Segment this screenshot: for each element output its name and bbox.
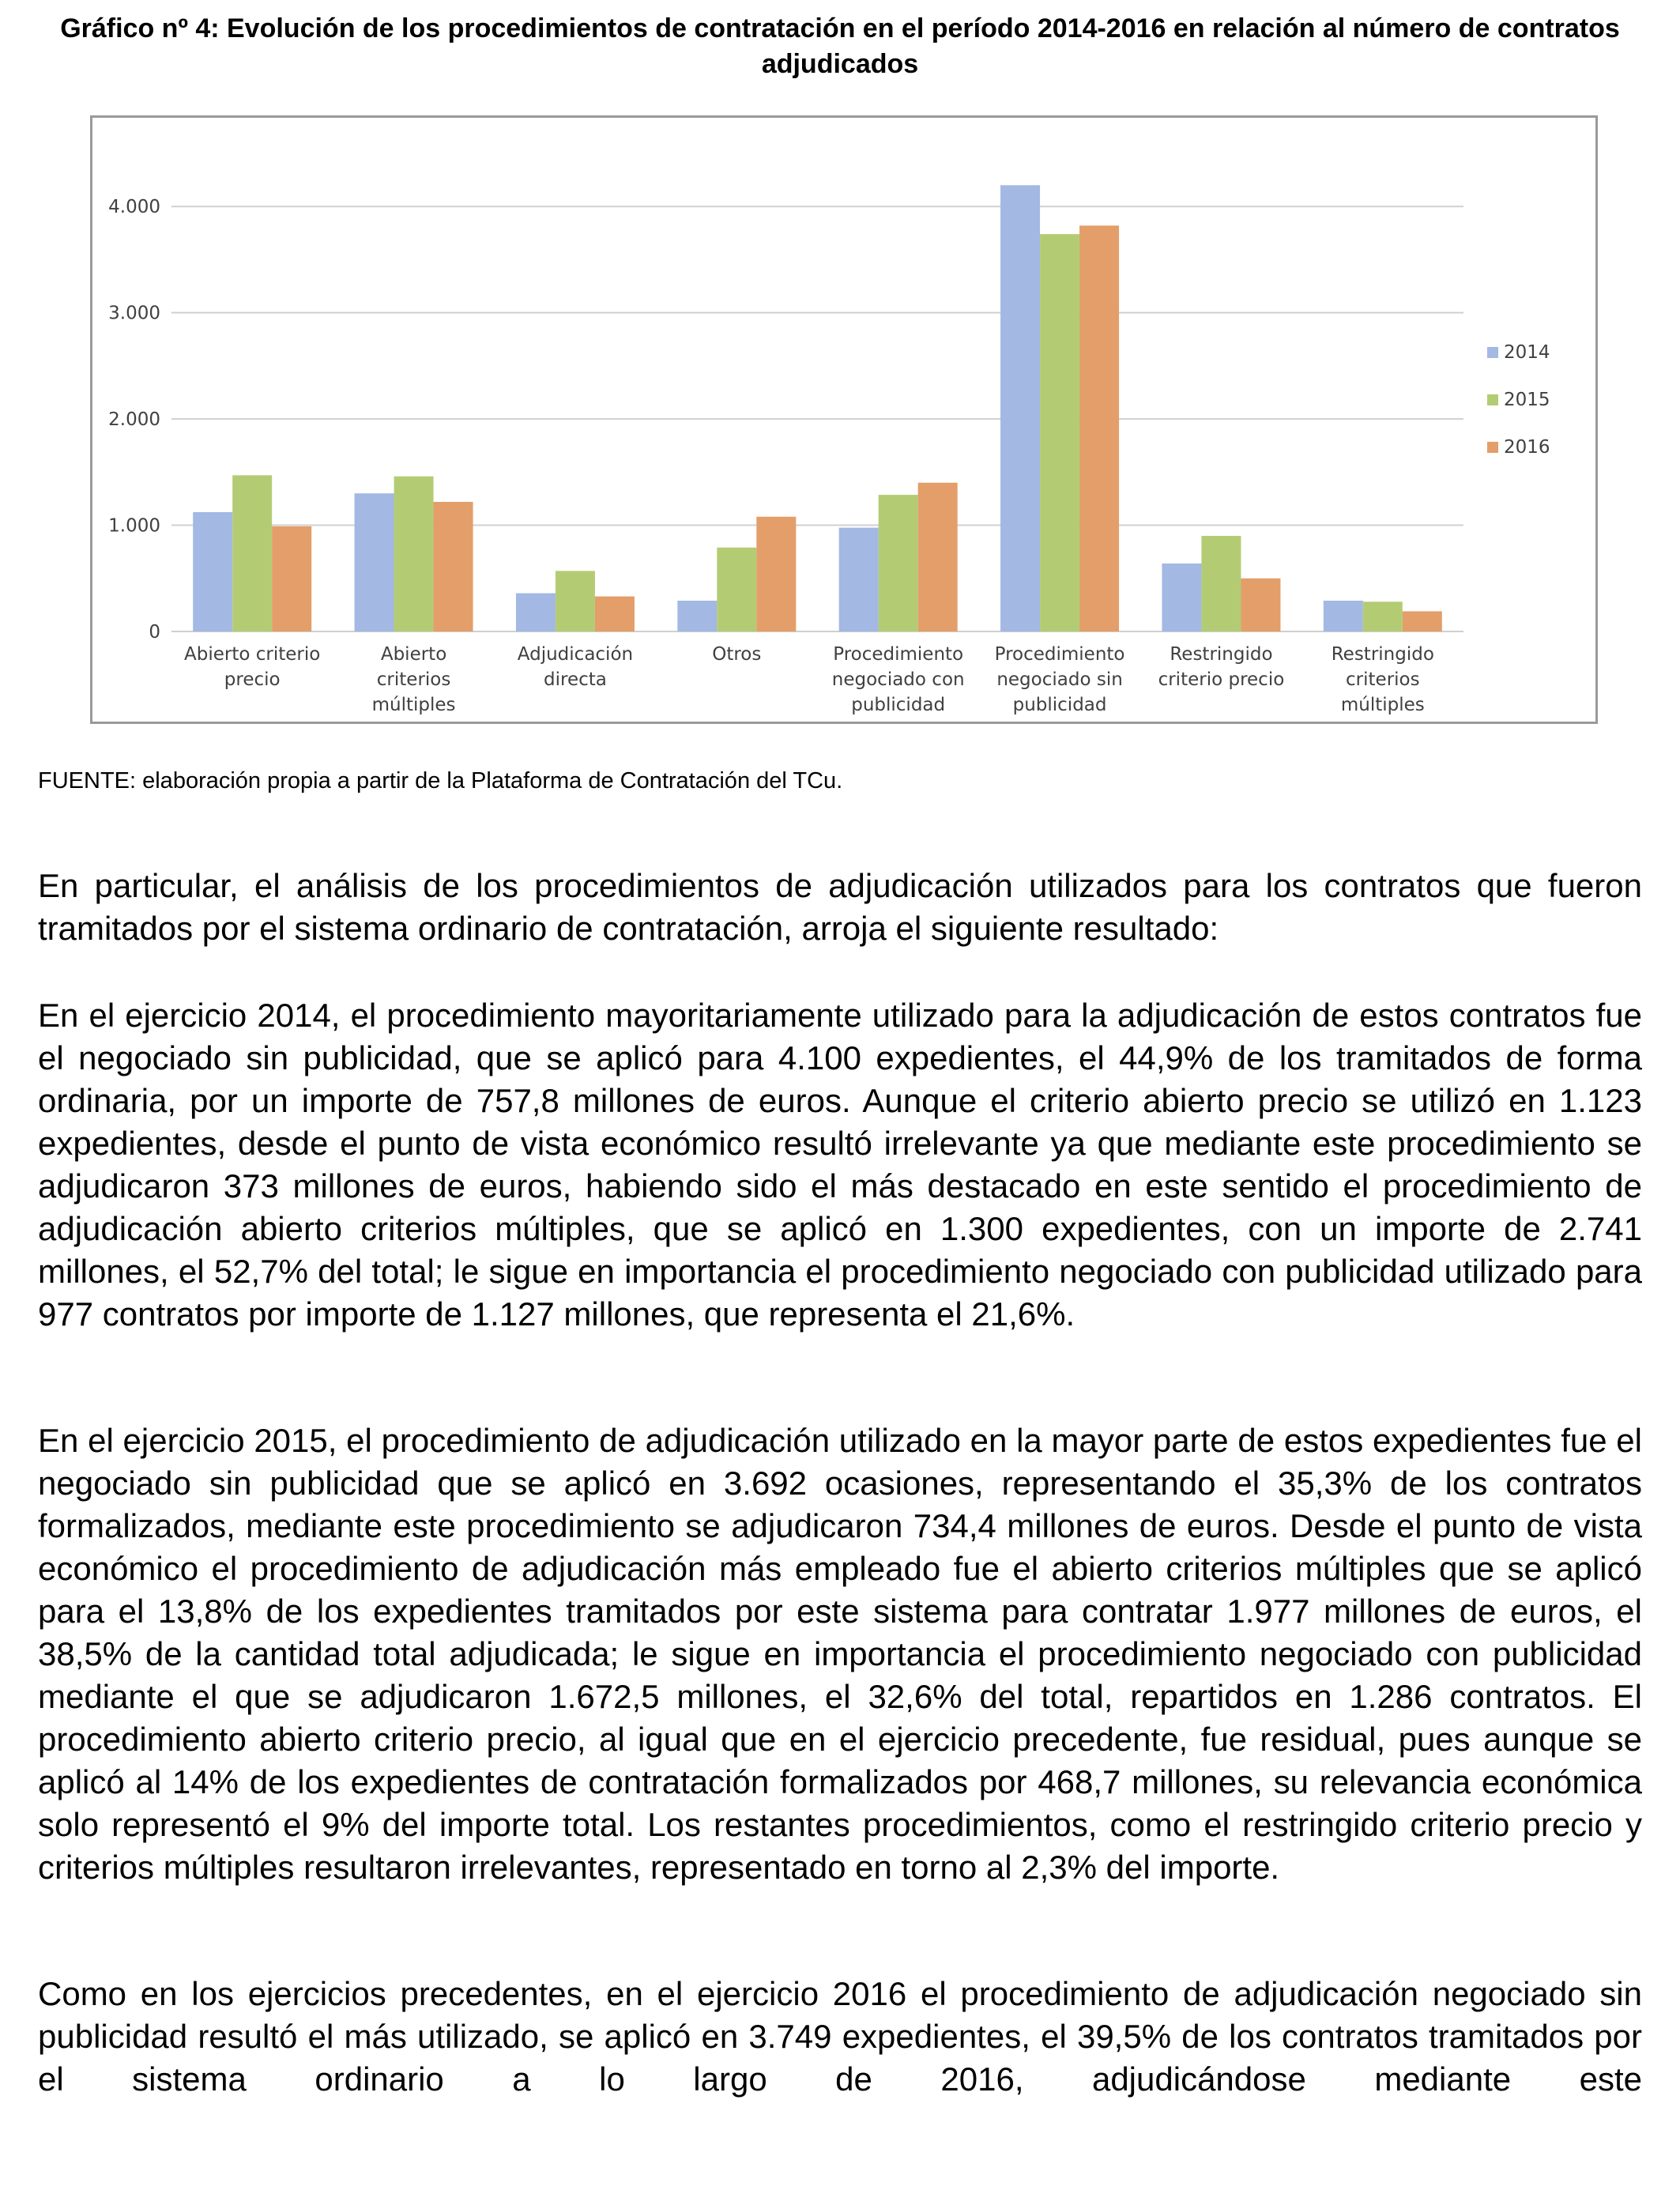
x-category-label: Procedimiento bbox=[833, 644, 964, 665]
x-category-label: publicidad bbox=[1012, 695, 1107, 715]
bar-2015 bbox=[879, 495, 918, 631]
x-category-label: múltiples bbox=[1340, 695, 1425, 715]
bar-2014 bbox=[355, 493, 394, 631]
bar-2016 bbox=[434, 502, 473, 631]
x-category-label: criterios bbox=[376, 669, 451, 690]
x-category-label: publicidad bbox=[851, 695, 946, 715]
bar-chart bbox=[92, 118, 1595, 722]
bar-2015 bbox=[556, 571, 595, 631]
legend-swatch-2016 bbox=[1487, 442, 1498, 453]
x-category-label: Restringido bbox=[1170, 644, 1273, 665]
x-category-label: criterio precio bbox=[1158, 669, 1285, 690]
x-category-label: Abierto bbox=[380, 644, 447, 665]
bar-2014 bbox=[193, 512, 232, 631]
y-tick-label: 3.000 bbox=[108, 303, 160, 324]
x-category-label: negociado sin bbox=[996, 669, 1123, 690]
x-category-label: criterios bbox=[1346, 669, 1420, 690]
bar-2016 bbox=[272, 526, 311, 631]
x-category-label: directa bbox=[544, 669, 607, 690]
y-tick-label: 2.000 bbox=[108, 409, 160, 431]
legend-label-2015: 2015 bbox=[1504, 390, 1550, 410]
paragraph-intro: En particular, el análisis de los procedimientos de adjudicación utilizados para los contratos que fueron tramitados por el sistema ordinario de contratación, arroja el siguiente resultado: bbox=[38, 867, 1642, 947]
bar-2014 bbox=[1324, 601, 1363, 631]
x-category-label: Adjudicación bbox=[517, 644, 634, 665]
legend-label-2016: 2016 bbox=[1504, 437, 1550, 458]
bar-2016 bbox=[595, 597, 635, 631]
figure-source: FUENTE: elaboración propia a partir de la Plataforma de Contratación del TCu. bbox=[38, 768, 843, 794]
legend-swatch-2014 bbox=[1487, 347, 1498, 358]
x-category-label: negociado con bbox=[831, 669, 965, 690]
bar-2015 bbox=[717, 548, 756, 631]
bar-2014 bbox=[516, 594, 556, 631]
x-category-label: Procedimiento bbox=[994, 644, 1125, 665]
bar-2014 bbox=[839, 528, 879, 631]
bar-2015 bbox=[1040, 234, 1079, 631]
x-category-label: Otros bbox=[712, 644, 762, 665]
bar-2016 bbox=[1079, 225, 1119, 631]
legend-label-2014: 2014 bbox=[1504, 342, 1550, 363]
x-category-label: precio bbox=[224, 669, 281, 690]
figure-title: Gráfico nº 4: Evolución de los procedimientos de contratación en el período 2014-2016 en relación al número de contratos adjudicados bbox=[60, 13, 1620, 79]
paragraph-2014: En el ejercicio 2014, el procedimiento mayoritariamente utilizado para la adjudicación de estos contratos fue el negociado sin publicidad, que se aplicó para 4.100 expedientes, el 44,9% de los tramitados de forma ordinaria, por un importe de 757,8 millones de euros. Aunque el criterio abierto precio se utilizó en 1.123 expedientes, desde el punto de vista económico resultó irrelevante ya que mediante este procedimiento se adjudicaron 373 millones de euros, habiendo sido el más destacado en este sentido el procedimiento de adjudicación abierto criterios múltiples, que se aplicó en 1.300 expedientes, con un importe de 2.741 millones, el 52,7% del total; le sigue en importancia el procedimiento negociado con publicidad utilizado para 977 contratos por importe de 1.127 millones, que representa el 21,6%. bbox=[38, 997, 1642, 1333]
x-category-label: múltiples bbox=[371, 695, 456, 715]
bar-2014 bbox=[677, 601, 717, 631]
paragraph-2016: Como en los ejercicios precedentes, en el ejercicio 2016 el procedimiento de adjudicación negociado sin publicidad resultó el más utilizado, se aplicó en 3.749 expedientes, el 39,5% de los contratos tramitados por el sistema ordinario a lo largo de 2016, adjudicándose mediante este bbox=[38, 1975, 1642, 2098]
x-category-label: Restringido bbox=[1331, 644, 1434, 665]
bar-2016 bbox=[1403, 611, 1442, 631]
y-tick-label: 4.000 bbox=[108, 197, 160, 218]
paragraph-2015: En el ejercicio 2015, el procedimiento de adjudicación utilizado en la mayor parte de estos expedientes fue el negociado sin publicidad que se aplicó en 3.692 ocasiones, representando el 35,3% de los contratos formalizados, mediante este procedimiento se adjudicaron 734,4 millones de euros. Desde el punto de vista económico el procedimiento de adjudicación más empleado fue el abierto criterios múltiples que se aplicó para el 13,8% de los expedientes tramitados por este sistema para contratar 1.977 millones de euros, el 38,5% de la cantidad total adjudicada; le sigue en importancia el procedimiento negociado con publicidad mediante el que se adjudicaron 1.672,5 millones, el 32,6% del total, repartidos en 1.286 contratos. El procedimiento abierto criterio precio, al igual que en el ejercicio precedente, fue residual, pues aunque se aplicó al 14% de los expedientes de contratación formalizados por 468,7 millones, su relevancia económica solo representó el 9% del importe total. Los restantes procedimientos, como el restringido criterio precio y criterios múltiples resultaron irrelevantes, representado en torno al 2,3% del importe. bbox=[38, 1422, 1642, 1886]
x-category-label: Abierto criterio bbox=[184, 644, 321, 665]
bar-2014 bbox=[1162, 564, 1201, 631]
bar-2015 bbox=[394, 477, 434, 631]
bar-2015 bbox=[232, 475, 272, 631]
bar-2016 bbox=[918, 483, 958, 631]
legend-swatch-2015 bbox=[1487, 394, 1498, 405]
bar-2014 bbox=[1000, 185, 1040, 631]
bar-2016 bbox=[1241, 579, 1280, 631]
bar-2016 bbox=[756, 517, 796, 631]
bar-2015 bbox=[1363, 601, 1403, 631]
y-tick-label: 1.000 bbox=[108, 515, 160, 537]
y-tick-label: 0 bbox=[149, 622, 160, 643]
chart-frame bbox=[90, 115, 1598, 724]
bar-2015 bbox=[1201, 536, 1241, 631]
